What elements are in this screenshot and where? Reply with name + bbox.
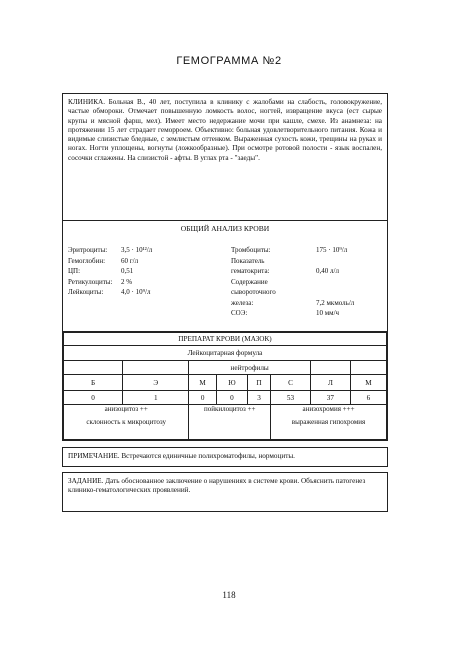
- anisocytosis-text: анизоцитоз ++: [104, 405, 148, 413]
- cbc-right-value: 7,2 мкмоль/л: [316, 298, 355, 307]
- cbc-section: [62, 220, 388, 332]
- cbc-right-name: Содержание: [231, 277, 268, 286]
- page-number: 118: [222, 590, 236, 600]
- cbc-right-name: железа:: [231, 298, 254, 307]
- smear-section: [62, 331, 388, 441]
- formula-value: 0: [189, 391, 216, 405]
- formula-value: 3: [247, 391, 270, 405]
- formula-column-header: С: [271, 375, 311, 391]
- poikilocytosis-text: пойкилоцитоз ++: [203, 405, 256, 413]
- formula-value: 1: [123, 391, 189, 405]
- cbc-right-name: Показатель: [231, 256, 265, 265]
- formula-value: 53: [271, 391, 311, 405]
- task-box: ЗАДАНИЕ. Дать обоснованное заключение о нарушениях в системе крови. Объяснить патогенез клинико-гематологических проявлений.: [62, 472, 388, 512]
- cbc-heading: ОБЩИЙ АНАЛИЗ КРОВИ: [180, 224, 270, 233]
- cbc-left-name: Ретикулоциты:: [68, 277, 113, 286]
- cbc-right-value: 175 · 10⁹/л: [316, 246, 348, 254]
- cbc-right-value: 10 мм/ч: [316, 309, 340, 317]
- cbc-right-value: 0,40 л/л: [316, 267, 339, 275]
- formula-column-header: М: [189, 375, 216, 391]
- cbc-right-name: Тромбоциты:: [231, 246, 271, 254]
- formula-column-header: Л: [310, 375, 350, 391]
- cbc-right-name: СОЭ:: [231, 309, 248, 317]
- poikilocytosis-cell: [189, 405, 271, 440]
- hypochromia-text: выраженная гипохромия: [291, 418, 366, 426]
- anisochromia-text: анизохромия +++: [302, 405, 355, 413]
- cbc-left-name: ЦП:: [68, 267, 81, 275]
- formula-column-header: Б: [64, 375, 123, 391]
- anisochromia-cell: [271, 405, 387, 440]
- cbc-left-value: 0,51: [121, 267, 134, 275]
- smear-heading: ПРЕПАРАТ КРОВИ (МАЗОК): [64, 333, 387, 346]
- formula-column-header: Э: [123, 375, 189, 391]
- cbc-left-value: 3,5 · 10¹²/л: [121, 246, 153, 254]
- note-box: ПРИМЕЧАНИЕ. Встречаются единичные полихроматофилы, нормоциты.: [62, 447, 388, 467]
- formula-column-header: М: [350, 375, 386, 391]
- cbc-left-value: 4,0 · 10⁹/л: [121, 288, 151, 296]
- cbc-left-value: 60 г/л: [121, 256, 139, 265]
- microcytosis-text: склонность к микроцитозу: [86, 418, 166, 426]
- leukocyte-formula-heading: Лейкоцитарная формула: [64, 346, 387, 361]
- formula-column-header: П: [247, 375, 270, 391]
- page-title: ГЕМОГРАММА №2: [176, 55, 282, 67]
- cbc-left-name: Гемоглобин:: [68, 256, 106, 265]
- cbc-left-value: 2 %: [121, 277, 133, 286]
- formula-value: 6: [350, 391, 386, 405]
- cbc-left-name: Эритроциты:: [68, 246, 108, 254]
- smear-table: [63, 332, 387, 440]
- cbc-left-name: Лейкоциты:: [68, 288, 104, 296]
- neutrophils-heading: нейтрофилы: [189, 361, 311, 375]
- cbc-right-name: гематокрита:: [231, 267, 270, 275]
- formula-value: 0: [64, 391, 123, 405]
- anisocytosis-cell: [64, 405, 189, 440]
- formula-value: 0: [216, 391, 247, 405]
- cbc-right-name: сывороточного: [231, 288, 276, 296]
- formula-column-header: Ю: [216, 375, 247, 391]
- formula-value: 37: [310, 391, 350, 405]
- clinic-description: КЛИНИКА. Больная В., 40 лет, поступила в клинику с жалобами на слабость, головокружение, частые обмороки. Отмечает повышенную ломкость волос, ногтей, извращение вкуса (ест сырые крупы и мясной фарш, мел). Имеет место недержание мочи при кашле, смехе. Из анамнеза: на протяжении 15 лет страдает геморроем. Объективно: больная удовлетворительного питания. Кожа и видимые слизистые бледные, с землистым оттенком. Выраженная сухость кожи, трещины на руках и ногах. Ногти уплощены, вогнуты (ложкообразные). При осмотре ротовой полости - язык воспален, сосочки сглажены. На слизистой - афты. В углах рта - "заеды".: [62, 93, 388, 221]
